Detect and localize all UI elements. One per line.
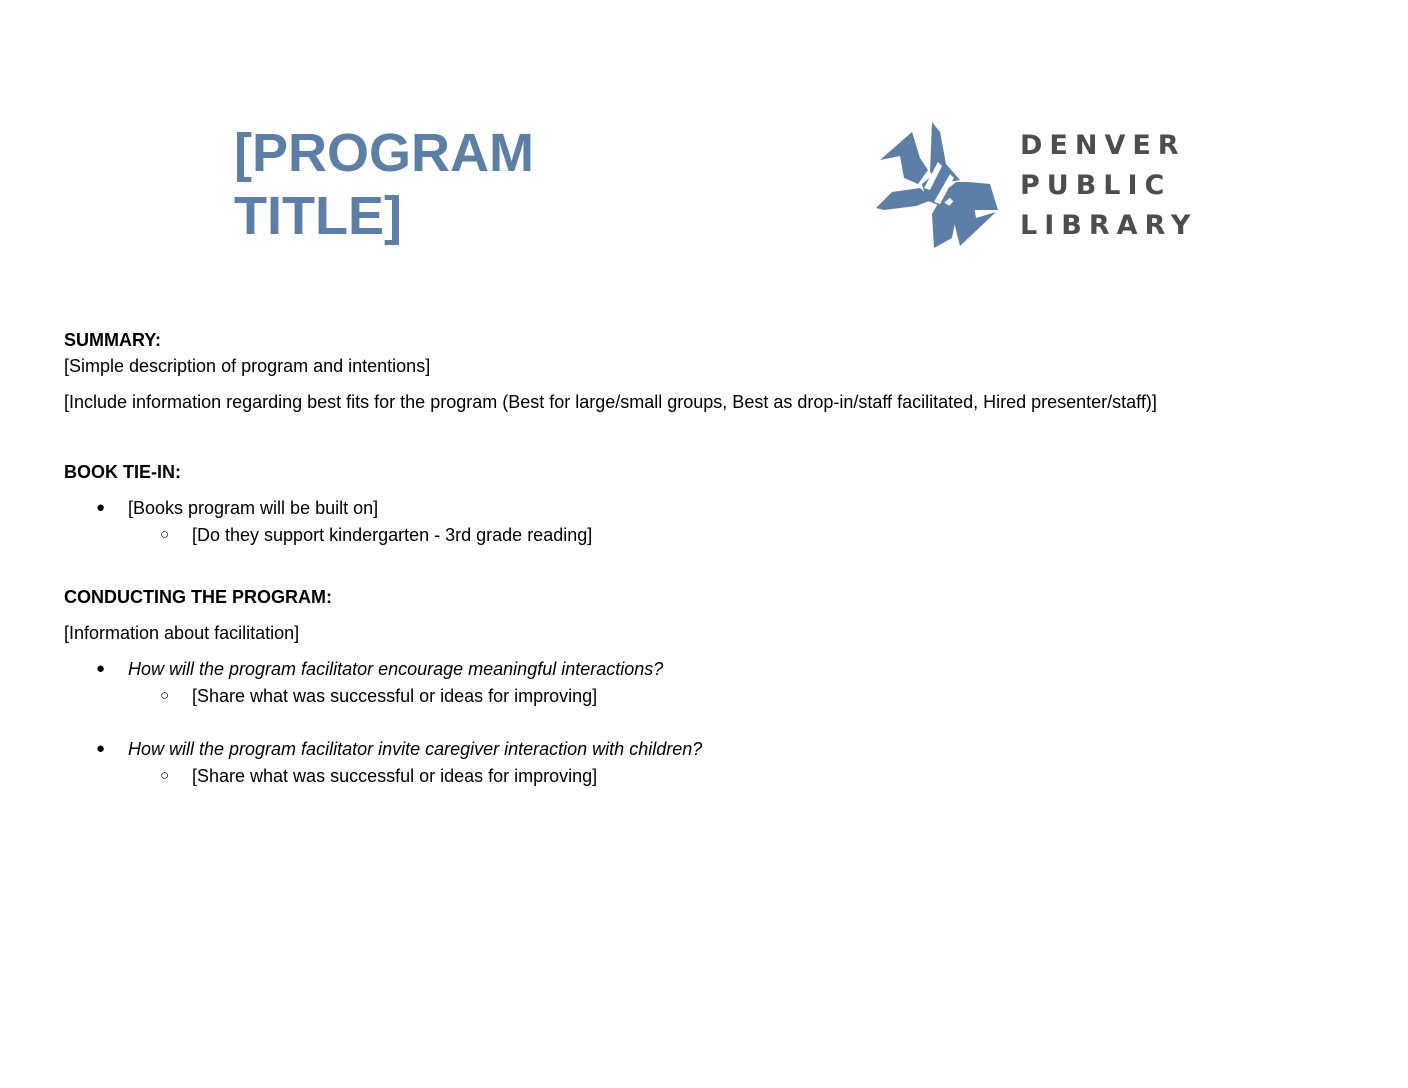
summary-best-fits: [Include information regarding best fits for the program (Best for large/small groups, Best as drop-in/staff facilitated, Hired presenter/staff)]	[64, 392, 1157, 412]
conducting-section	[64, 584, 1354, 789]
logo-wordmark	[1020, 126, 1197, 246]
page-title-line-1: [PROGRAM	[234, 123, 534, 183]
sub-list-item: ○ [Do they support kindergarten - 3rd grade reading]	[64, 522, 1354, 548]
page-title	[234, 122, 654, 248]
list-item: ● How will the program facilitator invite caregiver interaction with children?	[64, 736, 1354, 762]
sub-list-item: ○ [Share what was successful or ideas for improving]	[64, 763, 1354, 789]
document-body	[64, 327, 1354, 789]
logo-word-library: LIBRARY	[1020, 210, 1198, 241]
list-item: ● [Books program will be built on]	[64, 495, 1354, 521]
denver-public-library-logo	[876, 122, 1198, 248]
conducting-intro: [Information about facilitation]	[64, 623, 300, 643]
logo-word-denver: DENVER	[1020, 130, 1186, 161]
summary-heading: SUMMARY:	[64, 330, 161, 350]
conducting-list	[64, 656, 1354, 789]
book-tie-in-list	[64, 495, 1354, 548]
book-tie-in-heading: BOOK TIE-IN:	[64, 462, 181, 482]
book-tie-in-section	[64, 459, 1354, 548]
denver-public-library-star-icon	[876, 122, 998, 248]
sub-list-item: ○ [Share what was successful or ideas for improving]	[64, 683, 1354, 709]
summary-description: [Simple description of program and intentions]	[64, 356, 431, 376]
conducting-heading: CONDUCTING THE PROGRAM:	[64, 587, 332, 607]
summary-section	[64, 327, 1354, 415]
page-title-line-2: TITLE]	[234, 186, 402, 246]
logo-word-public: PUBLIC	[1020, 170, 1172, 201]
list-item: ● How will the program facilitator encourage meaningful interactions?	[64, 656, 1354, 682]
